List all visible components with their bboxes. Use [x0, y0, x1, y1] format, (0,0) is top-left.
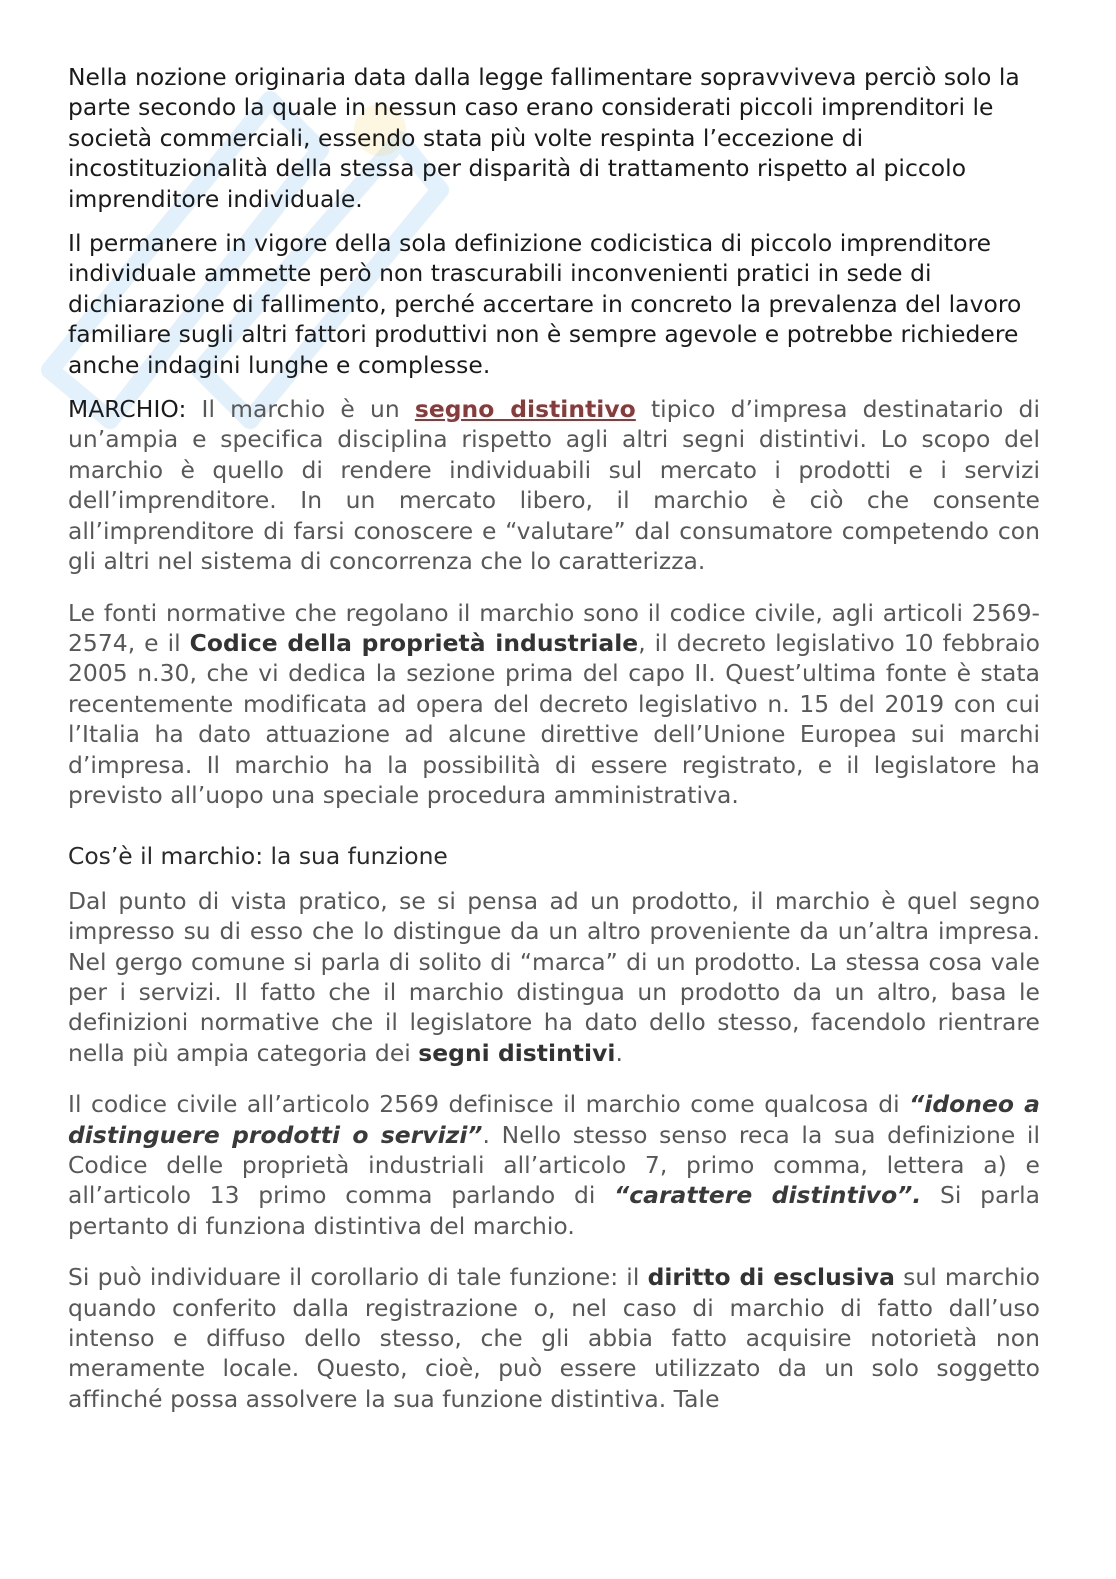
paragraph-codice-civile [68, 1089, 1040, 1241]
paragraph-marchio [68, 394, 1040, 576]
paragraph-funzione [68, 886, 1040, 1068]
bold-term: diritto di esclusiva [647, 1263, 895, 1292]
section-heading: Cos’è il marchio: la sua funzione [68, 842, 448, 871]
marchio-label: MARCHIO: [68, 395, 187, 424]
bold-term: segni distintivi [418, 1038, 616, 1067]
segno-distintivo-link[interactable]: segno distintivo [414, 395, 636, 424]
text-segment: , il decreto legislativo 10 febbraio 2005 n.30, che vi dedica la sezione prima del capo II. Quest’ultima fonte è stata recentemente modificata ad opera del decreto legislativo n. 15 del 2019 con cui l’Italia ha dato attuazione ad alcune direttive dell’Unione Europea sui marchi d’impresa. Il marchio ha la possibilità di essere registrato, e il legislatore ha previsto all’uopo una speciale procedura amministrativa. [68, 628, 1040, 809]
text-segment: Si parla pertanto di funziona distintiva del marchio. [68, 1181, 1040, 1240]
text-segment: tipico d’impresa destinatario di un’ampia e specifica disciplina rispetto agli altri segni distintivi. Lo scopo del marchio è quello di rendere individuabili sul mercato i prodotti e i servizi dell’imprenditore. In un mercato libero, il marchio è ciò che consente all’imprenditore di farsi conoscere e “valutare” dal consumatore competendo con gli altri nel sistema di concorrenza che lo caratterizza. [68, 395, 1040, 576]
paragraph-esclusiva [68, 1262, 1040, 1414]
paragraph-2: Il permanere in vigore della sola definizione codicistica di piccolo imprenditore individuale ammette però non trascurabili inconvenienti pratici in sede di dichiarazione di fallimento, perché accertare in concreto la prevalenza del lavoro familiare sugli altri fattori produttivi non è sempre agevole e potrebbe richiedere anche indagini lunghe e complesse. [68, 229, 1022, 379]
text-segment: Dal punto di vista pratico, se si pensa ad un prodotto, il marchio è quel segno impresso su di esso che lo distingue da un altro proveniente da un’altra impresa. Nel gergo comune si parla di solito di “marca” di un prodotto. La stessa cosa vale per i servizi. Il fatto che il marchio distingua un prodotto da un altro, basa le definizioni normative che il legislatore ha dato dello stesso, facendolo rientrare nella più ampia categoria dei [68, 886, 1040, 1067]
bold-term: Codice della proprietà industriale [189, 628, 639, 657]
text-segment: Si può individuare il corollario di tale funzione: il [68, 1263, 648, 1292]
text-segment: Il marchio è un [186, 395, 415, 424]
quoted-term: “carattere distintivo”. [614, 1181, 922, 1210]
paragraph-fonti [68, 598, 1040, 811]
paragraph-1: Nella nozione originaria data dalla legge fallimentare sopravviveva perciò solo la parte secondo la quale in nessun caso erano considerati piccoli imprenditori le società commerciali, essendo stata più volte respinta l’eccezione di incostituzionalità della stessa per disparità di trattamento rispetto al piccolo imprenditore individuale. [68, 63, 1020, 213]
quoted-term: “idoneo a distinguere prodotti o servizi” [68, 1090, 1041, 1149]
text-segment: . [615, 1038, 623, 1067]
text-segment: sul marchio quando conferito dalla registrazione o, nel caso di marchio di fatto dall’uso intenso e diffuso dello stesso, che gli abbia fatto acquisire notorietà non meramente locale. Questo, cioè, può essere utilizzato da un solo soggetto affinché possa assolvere la sua funzione distintiva. Tale [68, 1263, 1041, 1413]
document-page [68, 62, 1040, 1414]
text-segment: Il codice civile all’articolo 2569 definisce il marchio come qualcosa di [68, 1090, 910, 1119]
text-segment: . Nello stesso senso reca la sua definizione il Codice delle proprietà industriali all’articolo 7, primo comma, lettera a) e all’articolo 13 primo comma parlando di [68, 1120, 1040, 1210]
text-segment: Le fonti normative che regolano il marchio sono il codice civile, agli articoli 2569-2574, e il [68, 598, 1040, 657]
